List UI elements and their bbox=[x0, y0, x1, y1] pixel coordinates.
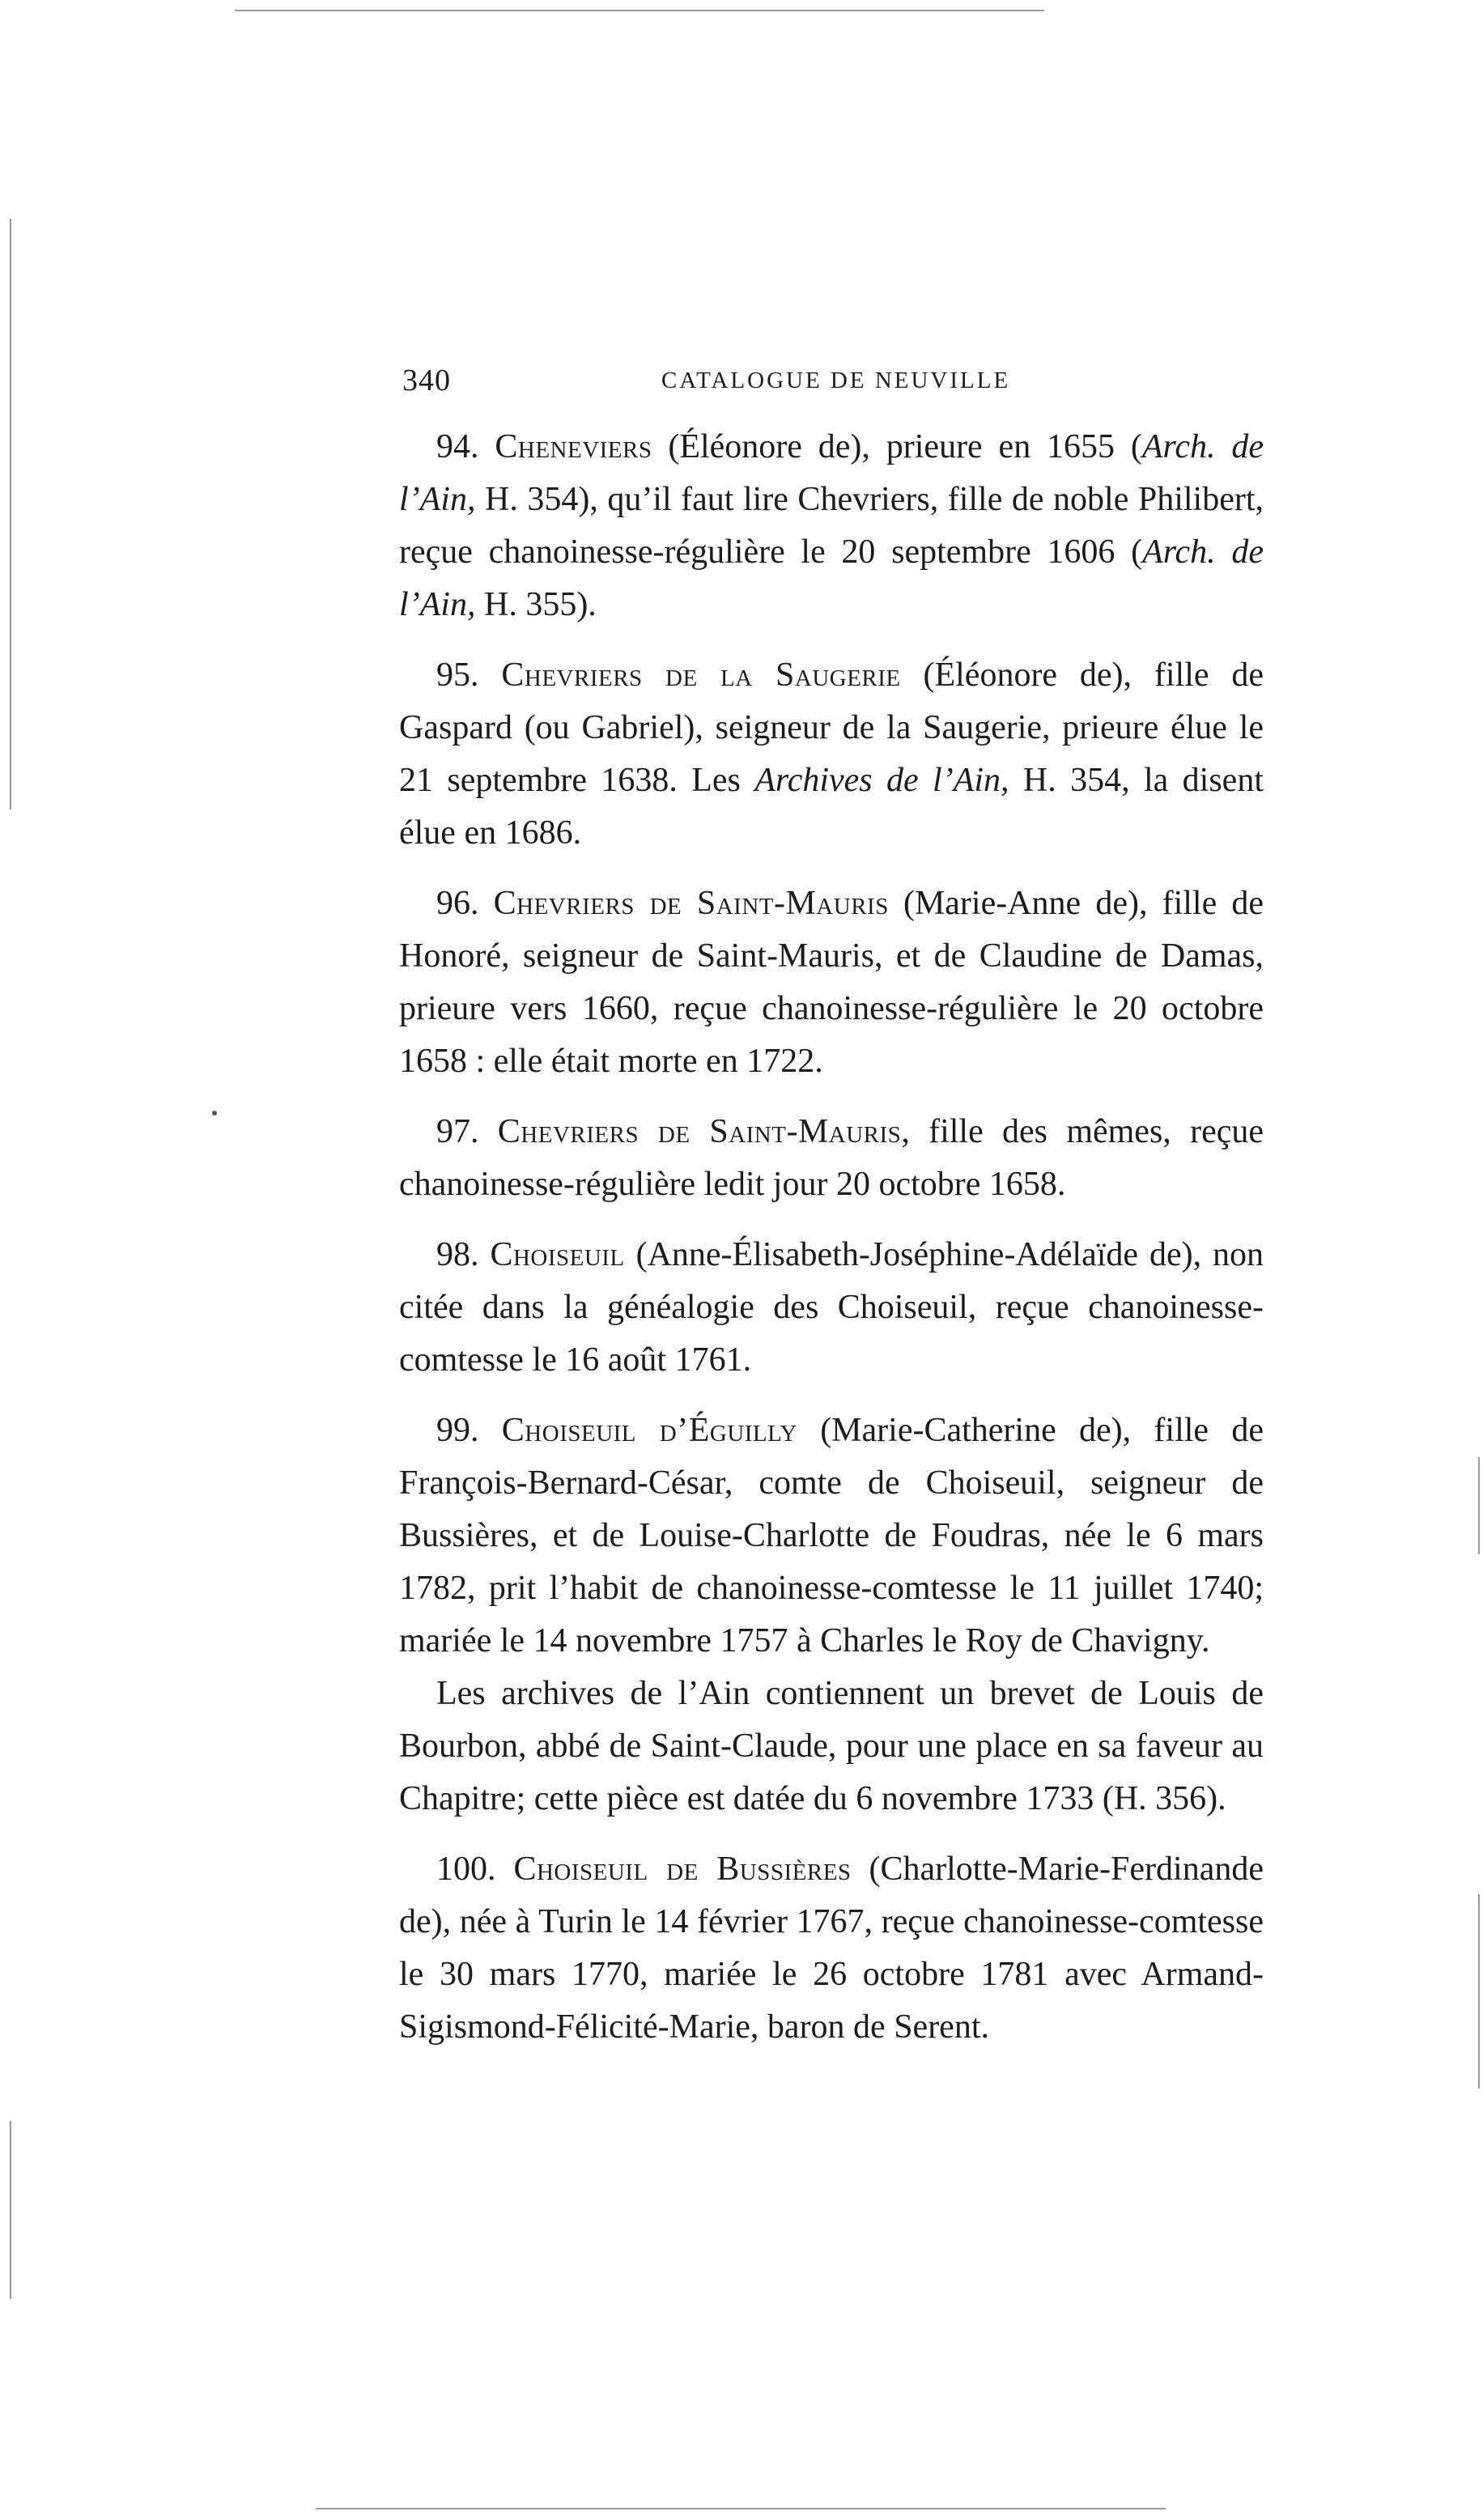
entry-citation: Archives de l’Ain, bbox=[754, 762, 1009, 799]
entry-name: Choiseuil bbox=[490, 1236, 625, 1273]
entry-name: Chevriers de Saint-Mauris bbox=[497, 1113, 902, 1150]
entry-citation: Arch. de l’Ain, bbox=[399, 533, 1264, 623]
entry-text: Les archives de l’Ain contiennent un brevet de Louis de Bourbon, abbé de Saint-Claude, pour une place en sa faveur au Chapitre; cette pièce est datée du 6 novembre 1733 (H. 356). bbox=[399, 1675, 1264, 1817]
scan-bottom-rule bbox=[316, 2508, 1166, 2509]
entry-name: Chevriers de la Saugerie bbox=[501, 657, 901, 694]
scan-right-edge-lower bbox=[1478, 1894, 1480, 2089]
entry-text: (Anne-Élisabeth-Joséphine-Adélaïde de), non citée dans la généalogie des Choiseuil, reçue chanoinesse-comtesse le 16 août 1761. bbox=[399, 1236, 1264, 1379]
entry-text: , fille des mêmes, reçue chanoinesse-régulière ledit jour 20 octobre 1658. bbox=[399, 1113, 1264, 1203]
entry-text: H. 355). bbox=[475, 586, 597, 623]
page-header bbox=[402, 363, 1273, 411]
entry-name: Choiseuil de Bussières bbox=[513, 1851, 852, 1888]
entry-number: 95. bbox=[436, 657, 479, 694]
entry-text: H. 354, la disent élue en 1686. bbox=[399, 762, 1264, 852]
entry-citation: Arch. de l’Ain, bbox=[399, 428, 1264, 518]
entry-97 bbox=[399, 1106, 1264, 1211]
entry-number: 97. bbox=[436, 1113, 479, 1150]
scan-left-edge bbox=[10, 219, 11, 810]
page-number: 340 bbox=[402, 363, 451, 397]
entry-number: 94. bbox=[436, 428, 479, 465]
entry-name: Chevriers de Saint-Mauris bbox=[493, 885, 889, 922]
scan-left-edge-lower bbox=[10, 2121, 11, 2299]
scan-top-rule bbox=[235, 10, 1044, 11]
ink-speck bbox=[212, 1111, 217, 1116]
entry-text: H. 354), qu’il faut lire Chevriers, fille de noble Philibert, reçue chanoinesse-régulière le 20 septembre 1606 ( bbox=[399, 481, 1264, 571]
entry-96 bbox=[399, 878, 1264, 1088]
entry-98 bbox=[399, 1229, 1264, 1387]
entry-number: 96. bbox=[436, 885, 479, 922]
catalogue-text bbox=[399, 421, 1264, 2072]
entry-number: 100. bbox=[436, 1851, 496, 1888]
entry-name: Choiseuil d’Éguilly bbox=[501, 1412, 797, 1449]
entry-text: (Marie-Catherine de), fille de François-Bernard-César, comte de Choiseuil, seigneur de Bussières, et de Louise-Charlotte de Foudras, née le 6 mars 1782, prit l’habit de chanoinesse-comtesse le 11 juillet 1740; mariée le 14 novembre 1757 à Charles le Roy de Chavigny. bbox=[399, 1412, 1264, 1659]
entry-95 bbox=[399, 649, 1264, 860]
entry-text: (Éléonore de), prieure en 1655 ( bbox=[652, 428, 1142, 465]
entry-99 bbox=[399, 1404, 1264, 1668]
entry-99-note bbox=[399, 1668, 1264, 1825]
running-title: CATALOGUE DE NEUVILLE bbox=[661, 368, 1011, 393]
entry-94 bbox=[399, 421, 1264, 631]
entry-text: (Charlotte-Marie-Ferdinande de), née à Turin le 14 février 1767, reçue chanoinesse-comtesse le 30 mars 1770, mariée le 26 octobre 1781 avec Armand-Sigismond-Félicité-Marie, baron de Serent. bbox=[399, 1851, 1264, 2046]
entry-text: (Marie-Anne de), fille de Honoré, seigneur de Saint-Mauris, et de Claudine de Damas, prieure vers 1660, reçue chanoinesse-régulière le 20 octobre 1658 : elle était morte en 1722. bbox=[399, 885, 1264, 1080]
scan-right-edge bbox=[1478, 1457, 1480, 1554]
entry-number: 98. bbox=[436, 1236, 479, 1273]
entry-number: 99. bbox=[436, 1412, 479, 1449]
entry-100 bbox=[399, 1843, 1264, 2054]
entry-text: (Éléonore de), fille de Gaspard (ou Gabriel), seigneur de la Saugerie, prieure élue le 21 septembre 1638. Les bbox=[399, 657, 1264, 799]
entry-name: Cheneviers bbox=[495, 428, 652, 465]
